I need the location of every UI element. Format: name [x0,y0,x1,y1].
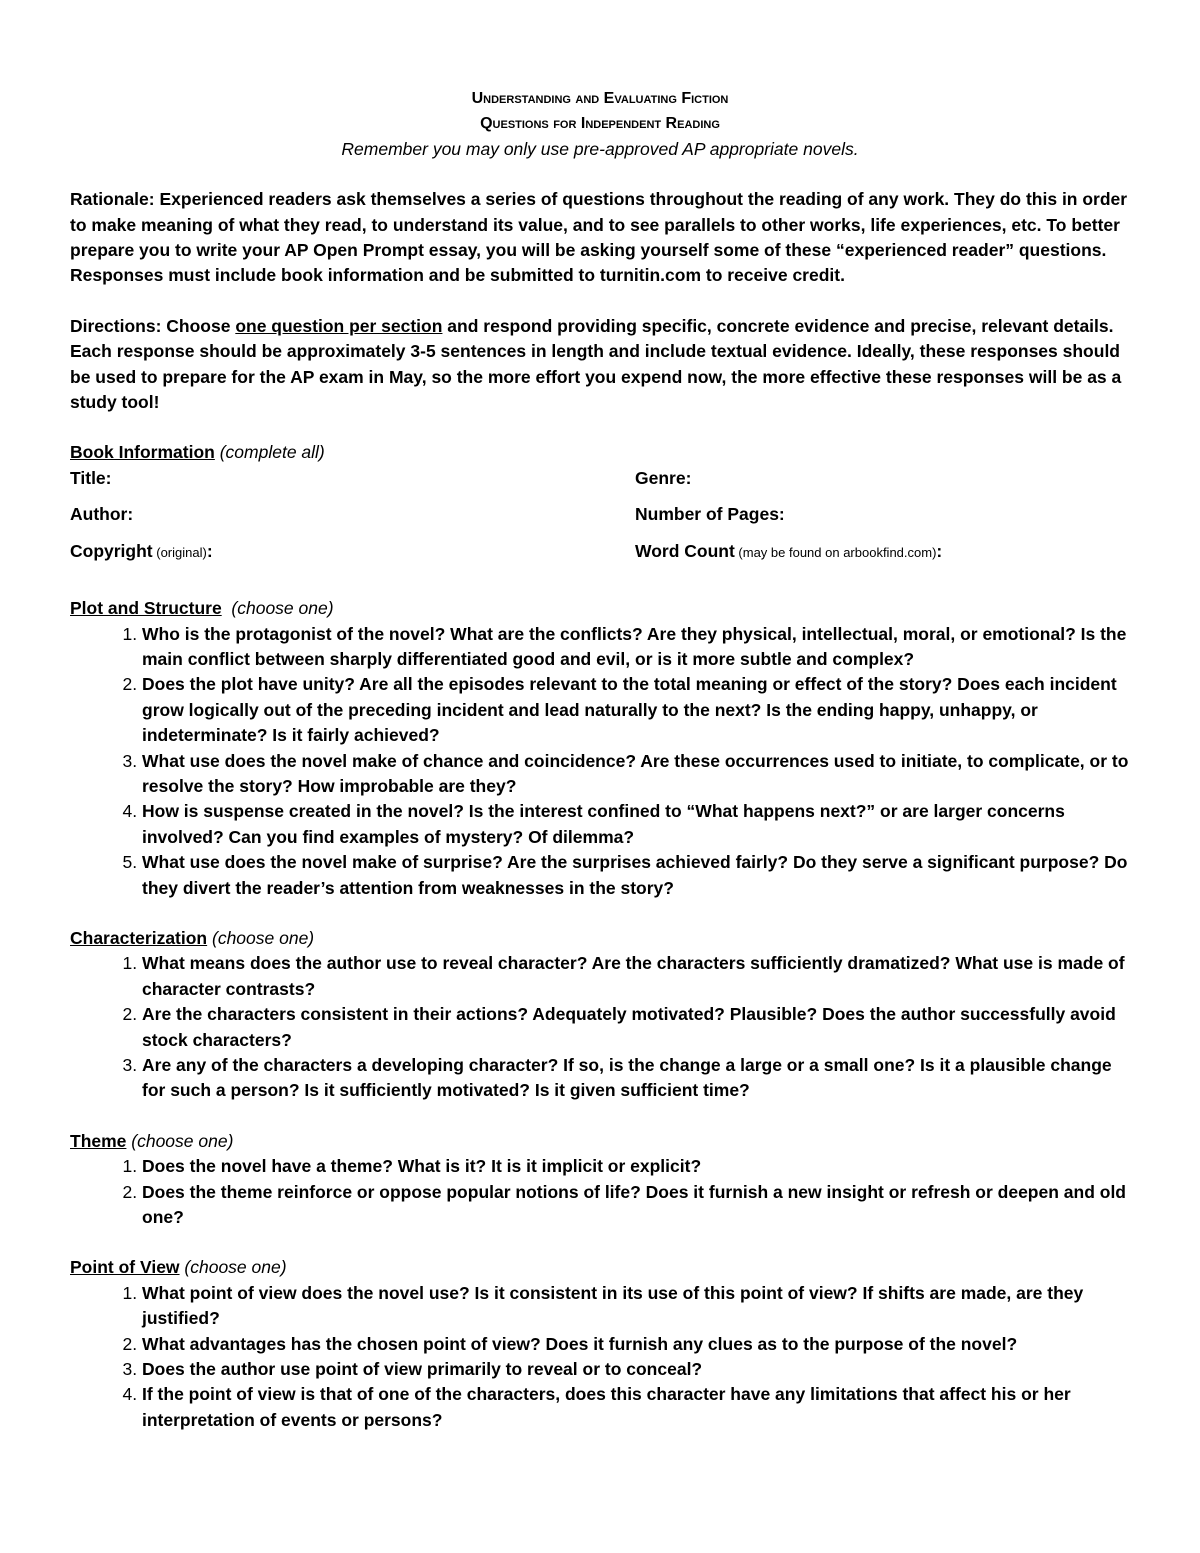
list-item: 3. What use does the novel make of chance and coincidence? Are these occurrences used to initiate, to complicate, or to resolve the story? How improbable are they? [142,749,1130,800]
book-info-note: (complete all) [214,442,325,463]
author-field-label: Author: [70,504,134,525]
wordcount-note: (may be found on arbookfind.com) [734,544,937,560]
list-item: 4. If the point of view is that of one of the characters, does this character have any limitations that affect his or her interpretation of events or persons? [142,1382,1130,1433]
list-item: 1. What means does the author use to reveal character? Are the characters sufficiently dramatized? What use is made of character contrasts? [142,951,1130,1002]
copyright-label: Copyright [70,540,153,561]
theme-heading [70,1129,1130,1154]
copyright-field-label [70,539,635,565]
rationale-paragraph [70,187,1130,289]
book-info-heading [70,440,1130,465]
plot-structure-list [70,622,1130,901]
list-item: 2. Does the theme reinforce or oppose popular notions of life? Does it furnish a new insight or refresh or deepen and old one? [142,1180,1130,1231]
document-note: Remember you may only use pre-approved AP appropriate novels. [341,138,859,159]
point-of-view-heading [70,1255,1130,1280]
section-note: (choose one) [221,598,334,619]
genre-field-label: Genre: [635,467,692,488]
list-item: 5. What use does the novel make of surprise? Are the surprises achieved fairly? Do they serve a significant purpose? Do they divert the reader’s attention from weaknesses in the story? [142,850,1130,901]
list-item: 2. What advantages has the chosen point of view? Does it furnish any clues as to the purpose of the novel? [142,1332,1130,1357]
document-title: Understanding and Evaluating Fiction [471,90,729,107]
section-label: Plot and Structure [70,598,222,619]
copyright-colon: : [206,540,213,561]
section-note: (choose one) [126,1130,234,1151]
plot-structure-heading [70,596,1130,621]
wordcount-colon: : [936,540,943,561]
document-subtitle-heading: Questions for Independent Reading [480,115,720,133]
directions-paragraph [70,314,1130,416]
list-item: 2. Are the characters consistent in their actions? Adequately motivated? Plausible? Does the author successfully avoid stock characters? [142,1002,1130,1053]
theme-list [70,1154,1130,1230]
section-note: (choose one) [207,927,315,948]
list-item: 1. Who is the protagonist of the novel? What are the conflicts? Are they physical, intellectual, moral, or emotional? Is the main conflict between sharply differentiated good and evil, or is it more subtle and complex? [142,622,1130,673]
point-of-view-list [70,1281,1130,1433]
pages-field-label: Number of Pages: [635,504,785,525]
book-info-label: Book Information [70,442,215,463]
rationale-label: Rationale: [70,189,155,210]
directions-pre: Choose [161,315,236,336]
list-item: 2. Does the plot have unity? Are all the episodes relevant to the total meaning or effect of the story? Does each incident grow logically out of the preceding incident and lead naturally to the next? Is the ending happy, unhappy, or indeterminate? Is it fairly achieved? [142,672,1130,748]
title-field-label: Title: [70,467,112,488]
list-item: 1. Does the novel have a theme? What is it? It is it implicit or explicit? [142,1154,1130,1179]
directions-text: and respond providing specific, concrete evidence and precise, relevant details. Each response should be approximately 3-5 sentences in length and include textual evidence. Ideally, these responses should be used to prepare for the AP exam in May, so the more effort you expend now, the more effective these responses will be as a study tool! [70,315,1122,413]
section-label: Characterization [70,927,208,948]
characterization-heading [70,926,1130,951]
list-item: 1. What point of view does the novel use? Is it consistent in its use of this point of view? If shifts are made, are they justified? [142,1281,1130,1332]
section-label: Theme [70,1130,127,1151]
characterization-list [70,951,1130,1103]
wordcount-label: Word Count [635,540,735,561]
copyright-note: (original) [152,544,207,560]
wordcount-field-label [635,539,1130,565]
document-header [70,86,1130,162]
section-label: Point of View [70,1257,180,1278]
rationale-text: Experienced readers ask themselves a series of questions throughout the reading of any work. They do this in order to make meaning of what they read, to understand its value, and to see parallels to other works, life experiences, etc. To better prepare you to write your AP Open Prompt essay, you will be asking yourself some of these “experienced reader” questions. Responses must include book information and be submitted to turnitin.com to receive credit. [70,189,1128,286]
directions-label: Directions: [70,315,162,336]
book-info-grid [70,466,1130,565]
directions-emphasis: one question per section [235,315,443,336]
list-item: 3. Does the author use point of view primarily to reveal or to conceal? [142,1357,1130,1382]
section-note: (choose one) [179,1257,287,1278]
list-item: 3. Are any of the characters a developing character? If so, is the change a large or a small one? Is it a plausible change for such a person? Is it sufficiently motivated? Is it given sufficient time? [142,1053,1130,1104]
list-item: 4. How is suspense created in the novel? Is the interest confined to “What happens next?” or are larger concerns involved? Can you find examples of mystery? Of dilemma? [142,799,1130,850]
